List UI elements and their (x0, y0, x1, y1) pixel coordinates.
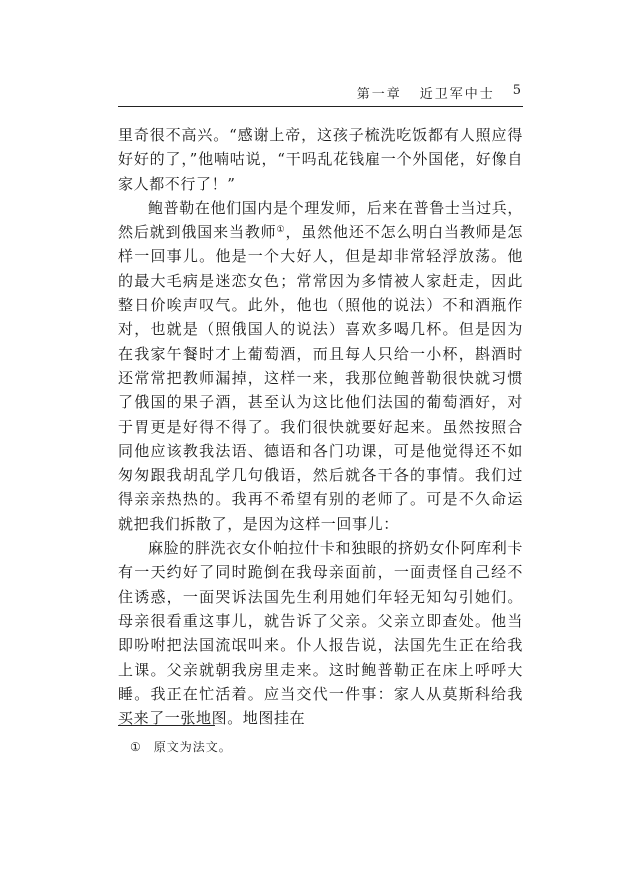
paragraph-1-text: 里奇很不高兴。“感谢上帝，这孩子梳洗吃饭都有人照应得好好的了，”他喃咕说，“干吗乱花钱雇一个外国佬，好像自家人都不行了！” (118, 126, 523, 193)
paragraph-2-text-b: ，虽然他还不怎么明白当教师是怎样一回事儿。他是一个大好人，但是却非常轻浮放荡。他的最大毛病是迷恋女色；常常因为多情被人家赶走，因此整日价唉声叹气。此外，他也（照他的说法）不和酒瓶作对，也就是（照俄国人的说法）喜欢多喝几杯。但是因为在我家午餐时才上葡萄酒，而且每人只给一小杯，斟酒时还常常把教师漏掉，这样一来，我那位鲍普勒很快就习惯了俄国的果子酒，甚至认为这比他们法国的葡萄酒好，对于胃更是好得不得了。我们很快就要好起来。虽然按照合同他应该教我法语、德语和各门功课，可是他觉得还不如匆匆跟我胡乱学几句俄语，然后就各干各的事情。我们过得亲亲热热的。我再不希望有别的老师了。可是不久命运就把我们拆散了，是因为这样一回事儿： (118, 223, 523, 533)
footnote-rule (118, 725, 215, 726)
chapter-label: 第一章 (356, 87, 402, 102)
paragraph-1 (118, 123, 523, 196)
paragraph-3 (118, 536, 523, 730)
running-header (118, 83, 523, 107)
footnote-number: ① (130, 740, 142, 754)
header-rule (118, 106, 523, 107)
paragraph-2-text-a: 鲍普勒在他们国内是个理发师，后来在普鲁士当过兵，然后就到俄国来当教师 (118, 198, 523, 242)
page-number: 5 (512, 83, 523, 98)
footnote (130, 738, 232, 755)
paragraph-2 (118, 196, 523, 536)
paragraph-3-text: 麻脸的胖洗衣女仆帕拉什卡和独眼的挤奶女仆阿库利卡有一天约好了同时跪倒在我母亲面前，一面责怪自己经不住诱惑，一面哭诉法国先生利用她们年轻无知勾引她们。母亲很看重这事儿，就告诉了父亲。父亲立即查处。他当即吩咐把法国流氓叫来。仆人报告说，法国先生正在给我上课。父亲就朝我房里走来。这时鲍普勒正在床上呼呼大睡。我正在忙活着。应当交代一件事：家人从莫斯科给我买来了一张地图。地图挂在 (118, 539, 523, 728)
footnote-reference-mark: ① (276, 225, 286, 236)
body-text (118, 123, 523, 730)
footnote-text: 原文为法文。 (153, 740, 232, 754)
chapter-title: 近卫军中士 (419, 87, 495, 102)
